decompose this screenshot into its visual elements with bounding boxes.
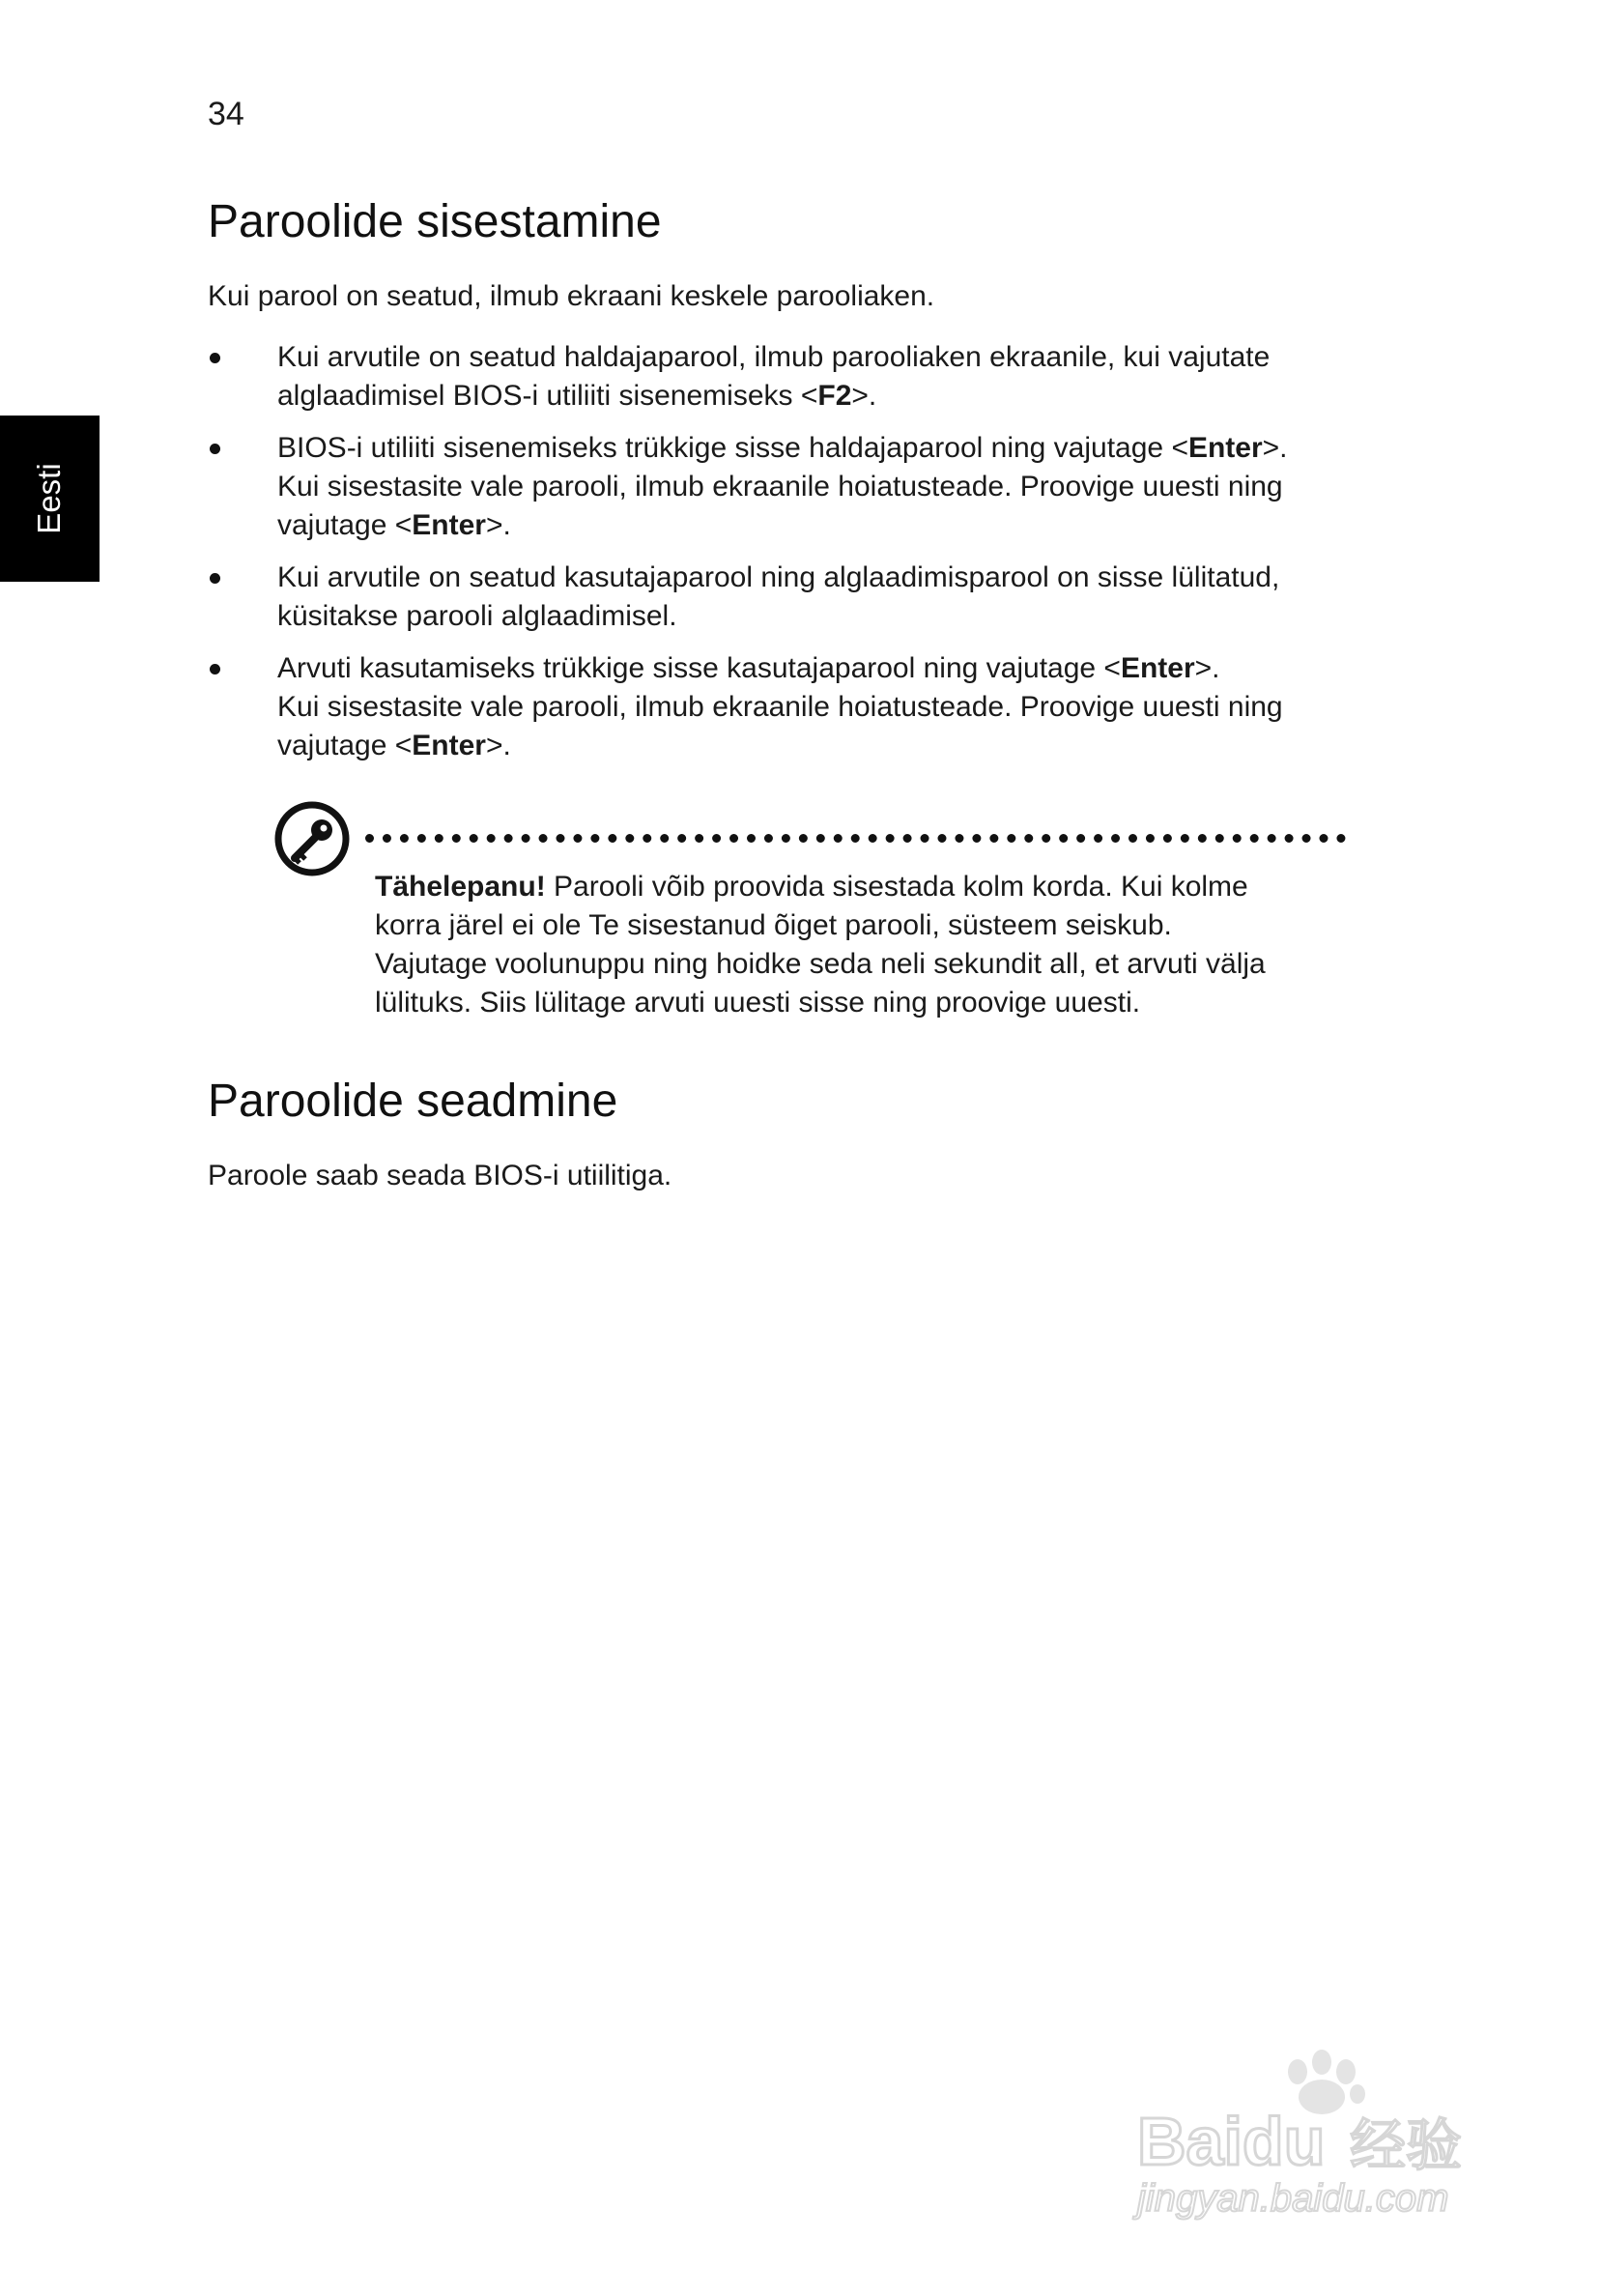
bullet-icon [210, 664, 220, 674]
watermark-url: jingyan.baidu.com [1137, 2177, 1449, 2220]
key-f2: F2 [817, 380, 852, 412]
section-intro: Paroole saab seada BIOS-i utiilitiga. [208, 1160, 672, 1191]
list-item: Kui arvutile on seatud kasutajaparool ning alglaadimisparool on sisse lülitatud, küsitakse parooli alglaadimisel. [208, 559, 1367, 636]
page-number: 34 [208, 96, 244, 132]
section-intro: Kui parool on seatud, ilmub ekraani keskele parooliaken. [208, 280, 935, 312]
bullet-icon [210, 444, 220, 454]
note-text: Tähelepanu! Parooli võib proovida sisestada kolm korda. Kui kolme korra järel ei ole Te sisestanud õiget parooli, süsteem seiskub. Vajutage voolunuppu ning hoidke seda neli sekundit all, et arvuti välja lülituks. Siis lülitage arvuti uuesti sisse ning proovige uuesti. [375, 871, 1266, 1019]
key-enter: Enter [412, 730, 486, 761]
note-dashed-divider [365, 834, 1346, 843]
list-item: BIOS-i utiliiti sisenemiseks trükkige sisse haldajaparool ning vajutage <Enter>. Kui sisestasite vale parooli, ilmub ekraanile hoiatusteade. Proovige uuesti ning vajutage <Enter>. [208, 429, 1367, 545]
note-label: Tähelepanu! [375, 871, 546, 903]
bullet-icon [210, 573, 220, 584]
bullet-list [208, 338, 1367, 779]
watermark-suffix: 经验 [1350, 2112, 1463, 2178]
important-note [273, 800, 1356, 1032]
key-enter: Enter [1187, 432, 1263, 464]
section-title-entering-passwords: Paroolide sisestamine [208, 196, 662, 247]
list-item: Kui arvutile on seatud haldajaparool, ilmub parooliaken ekraanile, kui vajutate alglaadimisel BIOS-i utiliiti sisenemiseks <F2>. [208, 338, 1367, 416]
key-enter: Enter [412, 509, 486, 541]
list-item: Arvuti kasutamiseks trükkige sisse kasutajaparool ning vajutage <Enter>. Kui sisestasite vale parooli, ilmub ekraanile hoiatusteade. Proovige uuesti ning vajutage <Enter>. [208, 649, 1367, 765]
section-title-setting-passwords: Paroolide seadmine [208, 1076, 618, 1127]
key-icon [273, 800, 351, 877]
bullet-icon [210, 353, 220, 363]
watermark-brand: Baidu [1137, 2104, 1326, 2179]
language-tab-label: Eesti [31, 463, 67, 534]
baidu-watermark-logo [1126, 2041, 1512, 2224]
key-enter: Enter [1120, 652, 1195, 684]
language-tab [0, 416, 100, 582]
